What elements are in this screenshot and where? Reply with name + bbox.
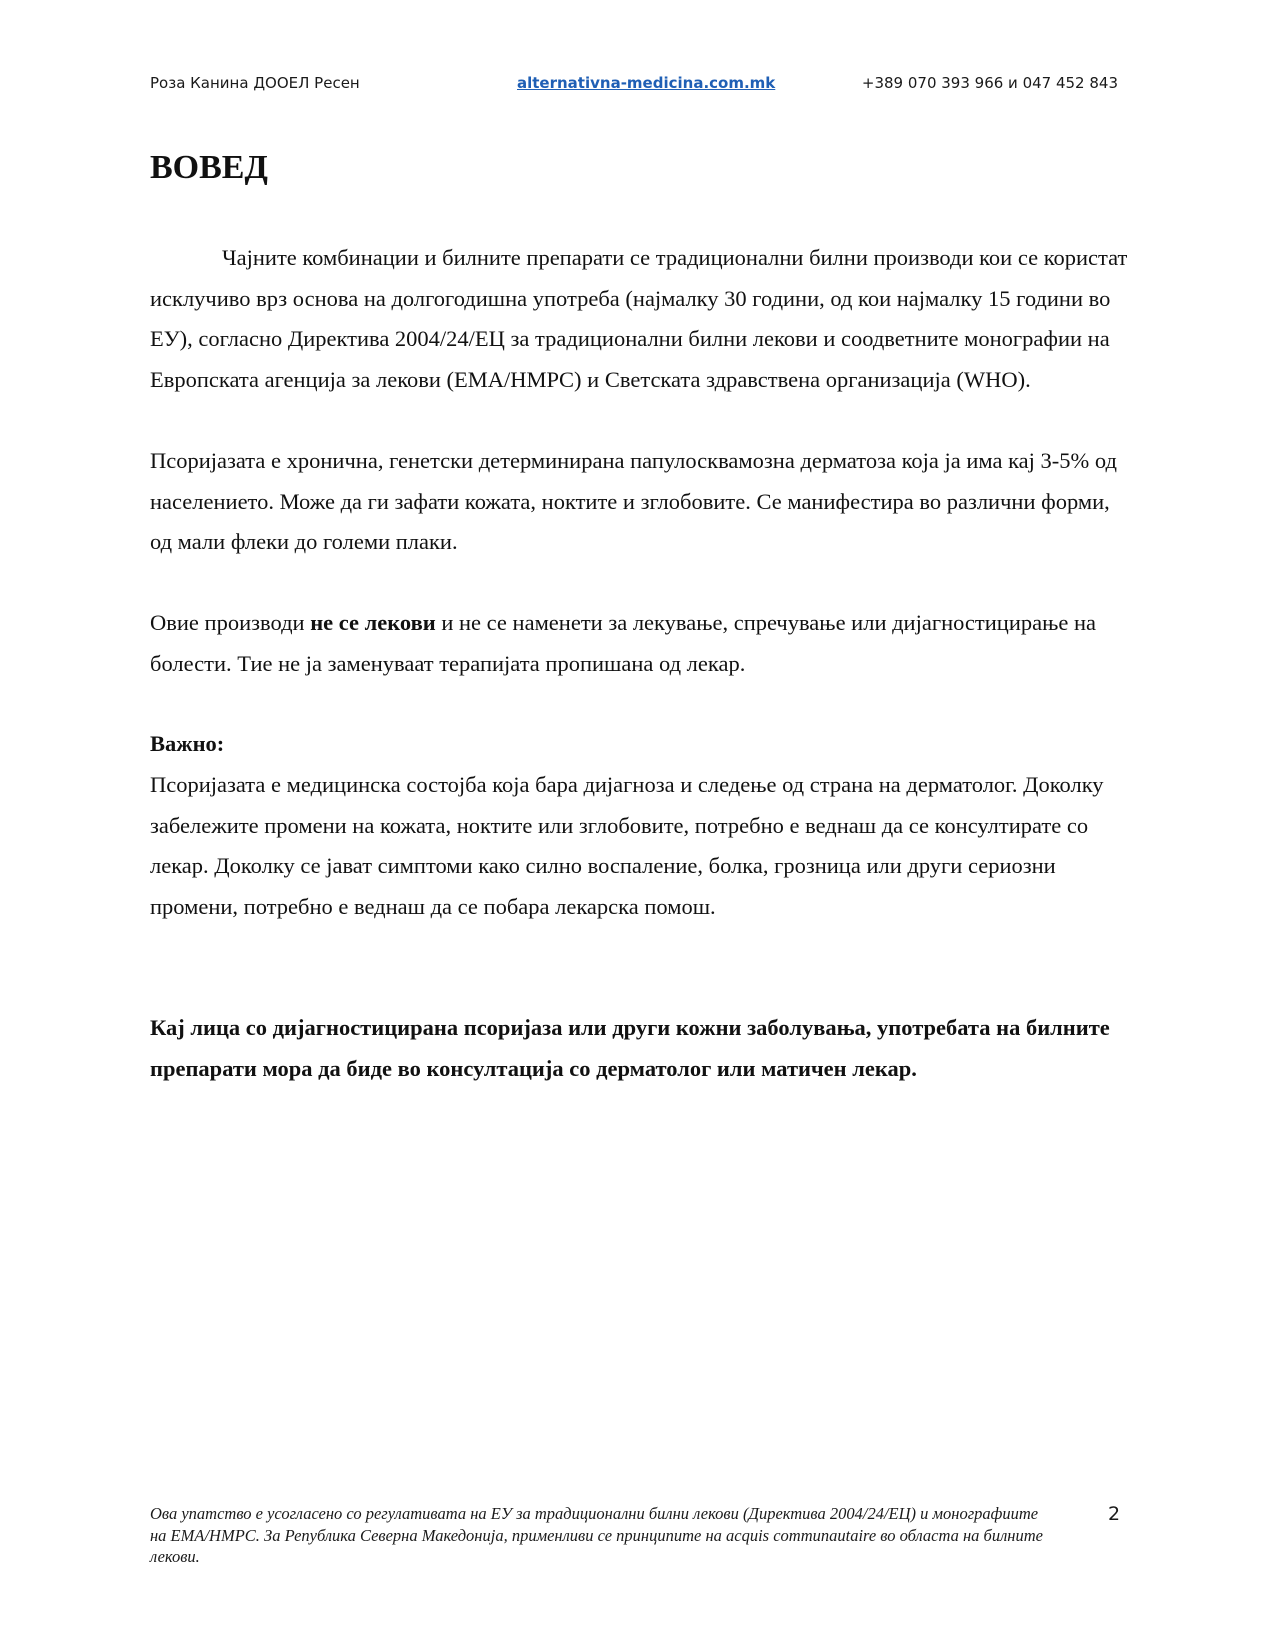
document-body <box>150 148 1130 1089</box>
website-link[interactable]: alternativna-medicina.com.mk <box>517 74 776 92</box>
footer-note: Ова упатство е усогласено со регулативата на ЕУ за традиционални билни лекови (Директива 2004/24/ЕЦ) и монографиите на EMA/HMPC. За Република Северна Македонија, применливи се принципите на acquis communautaire во областа на билните лекови. <box>150 1504 1043 1566</box>
company-name: Роза Канина ДООЕЛ Ресен <box>150 74 360 92</box>
intro-paragraph: Чајните комбинации и билните препарати се традиционални билни производи кои се користат исклучиво врз основа на долгогодишна употреба (најмалку 30 години, од кои најмалку 15 години во ЕУ), согласно Директива 2004/24/ЕЦ за традиционални билни лекови и соодветните монографии на Европската агенција за лекови (EMA/HMPC) и Светската здравствена организација (WHO). <box>150 245 1128 393</box>
phone-numbers: +389 070 393 966 и 047 452 843 <box>861 74 1118 92</box>
important-heading: Важно: <box>150 731 225 757</box>
important-paragraph: Псоријазата е медицинска состојба која бара дијагноза и следење од страна на дерматолог. Доколку забележите промени на кожата, ноктите или зглобовите, потребно е веднаш да се консултирате со лекар. Доколку се јават симптоми како силно воспаление, болка, грозница или други сериозни промени, потребно е веднаш да се побара лекарска помош. <box>150 772 1104 920</box>
page-title: ВОВЕД <box>150 149 268 186</box>
not-medicine-rest: и не се наменети за лекување, спречување или дијагностицирање на болести. Тие не ја заменуваат терапијата пропишана од лекар. <box>150 609 1097 676</box>
warning-paragraph: Кај лица со дијагностицирана псоријаза или други кожни заболувања, употребата на билните препарати мора да биде во консултација со дерматолог или матичен лекар. <box>150 1014 1110 1081</box>
not-medicine-lead: Овие производи <box>150 609 311 635</box>
not-medicine-paragraph <box>150 603 1130 684</box>
not-medicine-emphasis: не се лекови <box>310 609 436 635</box>
psoriasis-paragraph: Псоријазата е хронична, генетски детерминирана папулосквамозна дерматоза која ја има кај 3-5% од населението. Може да ги зафати кожата, ноктите и зглобовите. Се манифестира во различни форми, од мали флеки до големи плаки. <box>150 447 1117 555</box>
page-header <box>150 74 1118 98</box>
page-number: 2 <box>1108 1503 1121 1525</box>
